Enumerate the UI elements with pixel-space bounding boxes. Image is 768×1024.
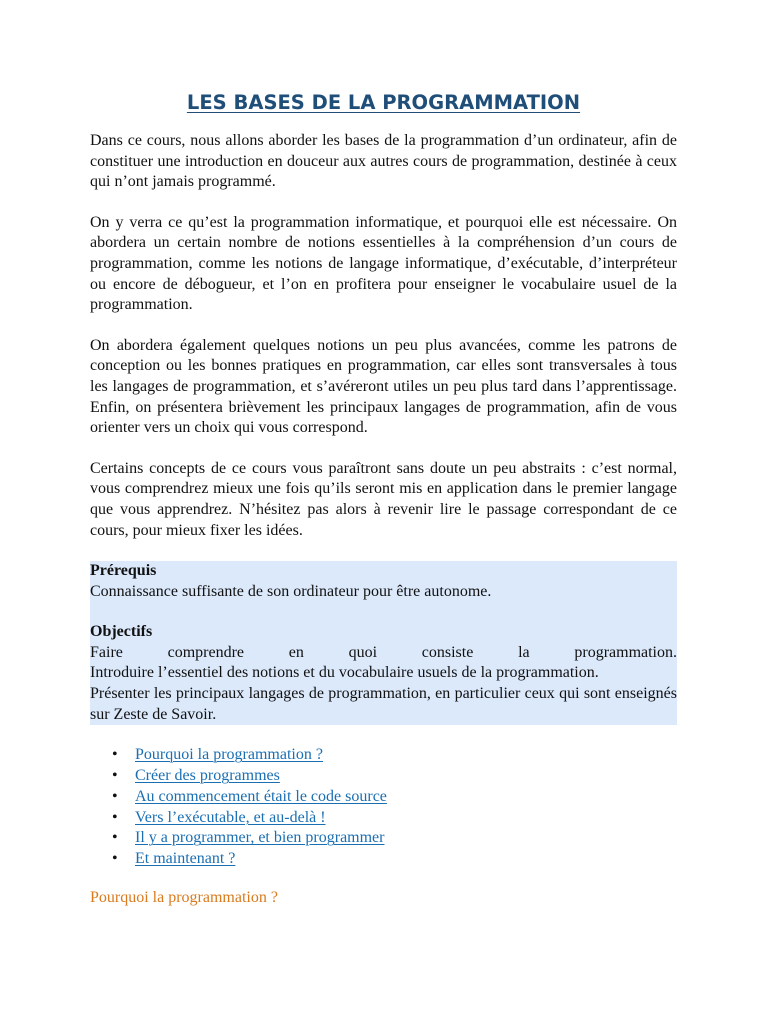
intro-paragraph-4: Certains concepts de ce cours vous paraîtront sans doute un peu abstraits : c’est normal, vous comprendrez mieux une fois qu’ils seront mis en application dans le premier langage que vous apprendrez. N’hésitez pas alors à revenir lire le passage correspondant de ce cours, pour mieux fixer les idées. bbox=[90, 459, 677, 539]
table-of-contents bbox=[90, 745, 677, 870]
objective-line-2: Introduire l’essentiel des notions et du vocabulaire usuels de la programmation. bbox=[90, 664, 599, 682]
objective-line-3: Présenter les principaux langages de programmation, en particulier ceux qui sont enseignés sur Zeste de Savoir. bbox=[90, 685, 677, 723]
toc-link-et-maintenant[interactable]: Et maintenant ? bbox=[135, 850, 236, 868]
toc-item bbox=[90, 808, 677, 829]
section-heading: Pourquoi la programmation ? bbox=[90, 889, 278, 907]
toc-item bbox=[90, 766, 677, 787]
bullet-icon: • bbox=[112, 808, 118, 826]
bullet-icon: • bbox=[112, 746, 118, 764]
prerequisites-heading: Prérequis bbox=[90, 562, 157, 580]
bullet-icon: • bbox=[112, 767, 118, 785]
toc-item bbox=[90, 849, 677, 870]
toc-item bbox=[90, 787, 677, 808]
toc-link-pourquoi-la-programmation[interactable]: Pourquoi la programmation ? bbox=[135, 746, 323, 764]
objective-line-1: Faire comprendre en quoi consiste la programmation. bbox=[90, 643, 677, 661]
intro-paragraph-2: On y verra ce qu’est la programmation informatique, et pourquoi elle est nécessaire. On abordera un certain nombre de notions essentielles à la compréhension d’un cours de programmation, comme les notions de langage informatique, d’exécutable, d’interpréteur ou encore de débogueur, et l’on en profitera pour enseigner le vocabulaire usuel de la programmation. bbox=[90, 213, 677, 314]
bullet-icon: • bbox=[112, 787, 118, 805]
prerequisites-text: Connaissance suffisante de son ordinateur pour être autonome. bbox=[90, 582, 492, 600]
document-page bbox=[90, 88, 677, 909]
objectives-heading: Objectifs bbox=[90, 623, 153, 641]
bullet-icon: • bbox=[112, 829, 118, 847]
bullet-icon: • bbox=[112, 850, 118, 868]
toc-item bbox=[90, 828, 677, 849]
document-title: LES BASES DE LA PROGRAMMATION bbox=[186, 91, 581, 114]
info-box bbox=[90, 561, 677, 725]
toc-link-bien-programmer[interactable]: Il y a programmer, et bien programmer bbox=[135, 829, 385, 847]
toc-link-creer-des-programmes[interactable]: Créer des programmes bbox=[135, 767, 280, 785]
intro-paragraph-3: On abordera également quelques notions un peu plus avancées, comme les patrons de conception ou les bonnes pratiques en programmation, car elles sont transversales à tous les langages de programmation, et s’avéreront utiles un peu plus tard dans l’apprentissage. Enfin, on présentera brièvement les principaux langages de programmation, afin de vous orienter vers un choix qui vous correspond. bbox=[90, 336, 677, 437]
toc-link-vers-l-executable[interactable]: Vers l’exécutable, et au-delà ! bbox=[135, 808, 326, 826]
intro-paragraph-1: Dans ce cours, nous allons aborder les bases de la programmation d’un ordinateur, afin de constituer une introduction en douceur aux autres cours de programmation, destinée à ceux qui n’ont jamais programmé. bbox=[90, 132, 677, 191]
toc-link-code-source[interactable]: Au commencement était le code source bbox=[135, 787, 387, 805]
toc-item bbox=[90, 745, 677, 766]
